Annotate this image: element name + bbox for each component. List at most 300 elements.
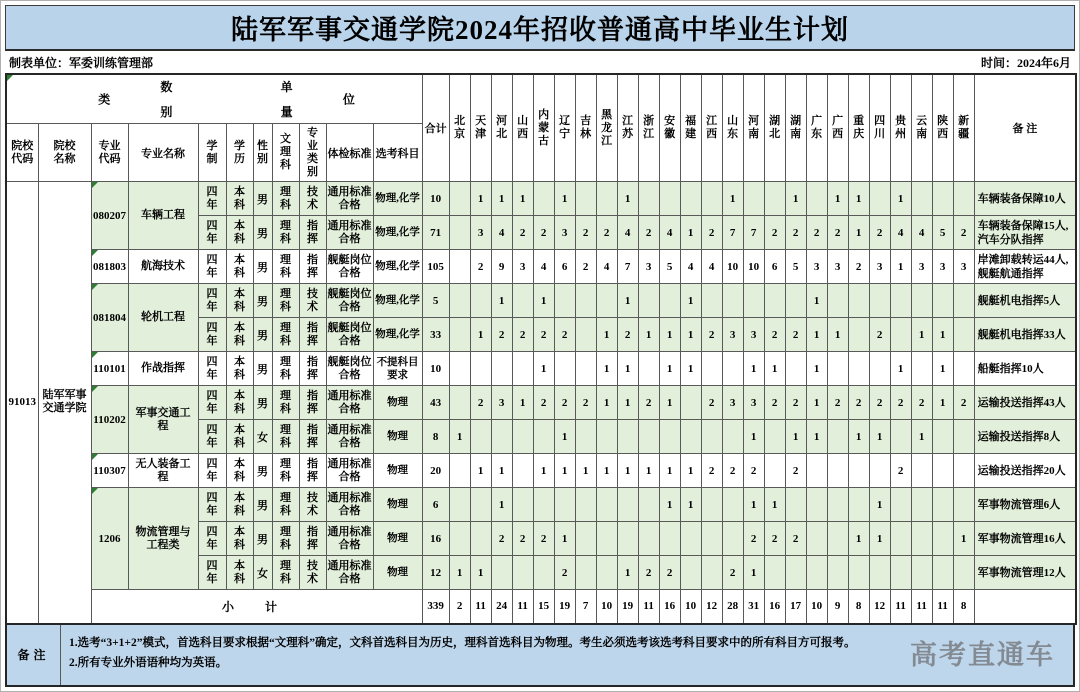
province-value-cell [701, 522, 722, 556]
province-value-cell: 1 [680, 454, 701, 488]
row-total-cell: 6 [422, 488, 449, 522]
province-value-cell: 1 [764, 488, 785, 522]
province-value-cell [596, 284, 617, 318]
row-remark-cell: 船艇指挥10人 [974, 352, 1076, 386]
major-name-cell: 作战指挥 [128, 352, 198, 386]
province-value-cell: 1 [617, 284, 638, 318]
province-value-cell [701, 556, 722, 590]
exam-subjects-cell: 物理,化学 [373, 250, 422, 284]
province-value-cell [638, 352, 659, 386]
province-value-cell: 1 [743, 488, 764, 522]
degree-cell: 本 科 [226, 250, 253, 284]
province-value-cell: 1 [911, 318, 932, 352]
province-value-cell: 1 [596, 352, 617, 386]
province-value-cell: 2 [764, 216, 785, 250]
province-value-cell: 1 [680, 216, 701, 250]
province-value-cell: 1 [617, 556, 638, 590]
province-value-cell: 1 [680, 318, 701, 352]
province-value-cell: 1 [491, 488, 512, 522]
province-value-cell [449, 250, 470, 284]
province-value-cell: 2 [764, 386, 785, 420]
province-value-cell: 7 [743, 216, 764, 250]
subtotal-value-cell: 11 [890, 590, 911, 624]
province-value-cell [575, 318, 596, 352]
province-value-cell: 2 [806, 216, 827, 250]
subtotal-value-cell: 19 [554, 590, 575, 624]
province-value-cell [659, 420, 680, 454]
province-value-cell [785, 556, 806, 590]
province-value-cell [932, 522, 953, 556]
province-column-header: 湖 南 [785, 74, 806, 182]
row-remark-cell: 军事物流管理12人 [974, 556, 1076, 590]
page-title: 陆军军事交通学院2024年招收普通高中毕业生计划 [5, 5, 1075, 51]
province-value-cell: 2 [953, 216, 974, 250]
duration-cell: 四 年 [198, 250, 226, 284]
medical-standard-cell: 通用标准合格 [326, 420, 373, 454]
province-value-cell: 4 [596, 250, 617, 284]
category-cell: 指 挥 [299, 352, 326, 386]
province-value-cell: 1 [554, 522, 575, 556]
province-value-cell: 1 [512, 182, 533, 216]
province-value-cell [638, 488, 659, 522]
major-name-cell: 军事交通工程 [128, 386, 198, 454]
major-name-cell: 无人装备工程 [128, 454, 198, 488]
province-value-cell: 2 [953, 386, 974, 420]
column-header: 专 业 类 别 [299, 124, 326, 182]
gender-cell: 女 [253, 420, 272, 454]
province-value-cell [680, 556, 701, 590]
table-row [6, 250, 1076, 284]
province-value-cell [848, 318, 869, 352]
province-value-cell [848, 556, 869, 590]
gender-cell: 男 [253, 182, 272, 216]
province-value-cell: 1 [806, 284, 827, 318]
province-value-cell: 3 [827, 250, 848, 284]
province-value-cell: 1 [533, 284, 554, 318]
province-value-cell: 10 [722, 250, 743, 284]
province-value-cell [512, 352, 533, 386]
gender-cell: 男 [253, 352, 272, 386]
degree-cell: 本 科 [226, 556, 253, 590]
province-value-cell [932, 182, 953, 216]
province-value-cell [617, 420, 638, 454]
province-value-cell [764, 556, 785, 590]
province-value-cell: 1 [470, 182, 491, 216]
province-value-cell [575, 352, 596, 386]
province-value-cell: 5 [659, 250, 680, 284]
major-code-cell: 110101 [91, 352, 128, 386]
subtotal-value-cell: 11 [638, 590, 659, 624]
exam-subjects-cell: 物理,化学 [373, 182, 422, 216]
province-value-cell: 2 [533, 216, 554, 250]
province-value-cell [869, 284, 890, 318]
subtotal-value-cell: 7 [575, 590, 596, 624]
province-value-cell: 1 [827, 318, 848, 352]
category-cell: 技 术 [299, 284, 326, 318]
college-name-cell: 陆军军事交通学院 [38, 182, 91, 624]
row-remark-cell: 军事物流管理16人 [974, 522, 1076, 556]
province-value-cell: 5 [785, 250, 806, 284]
province-column-header: 广 东 [806, 74, 827, 182]
province-column-header: 天 津 [470, 74, 491, 182]
province-value-cell: 1 [470, 556, 491, 590]
province-value-cell: 2 [701, 454, 722, 488]
province-value-cell: 1 [470, 318, 491, 352]
row-remark-cell: 车辆装备保障15人,汽车分队指挥 [974, 216, 1076, 250]
major-code-cell: 1206 [91, 488, 128, 590]
row-remark-cell: 军事物流管理6人 [974, 488, 1076, 522]
province-value-cell [449, 352, 470, 386]
province-value-cell: 2 [764, 318, 785, 352]
province-value-cell [491, 352, 512, 386]
province-value-cell [638, 182, 659, 216]
province-value-cell [911, 454, 932, 488]
province-value-cell [470, 284, 491, 318]
category-cell: 指 挥 [299, 454, 326, 488]
province-value-cell: 2 [575, 216, 596, 250]
province-value-cell: 1 [680, 352, 701, 386]
province-column-header: 湖 北 [764, 74, 785, 182]
table-row [6, 454, 1076, 488]
province-value-cell [722, 488, 743, 522]
maker-label: 制表单位：军委训练管理部 [9, 55, 154, 70]
province-value-cell [722, 352, 743, 386]
total-column-header: 合计 [422, 74, 449, 182]
subtotal-value-cell: 24 [491, 590, 512, 624]
subtotal-value-cell: 19 [617, 590, 638, 624]
province-value-cell [659, 182, 680, 216]
province-value-cell [533, 488, 554, 522]
province-value-cell: 3 [869, 250, 890, 284]
province-value-cell: 2 [848, 386, 869, 420]
province-value-cell: 2 [869, 318, 890, 352]
province-value-cell [848, 284, 869, 318]
province-value-cell [701, 182, 722, 216]
province-column-header: 内 蒙 古 [533, 74, 554, 182]
province-value-cell: 1 [932, 352, 953, 386]
province-column-header: 北 京 [449, 74, 470, 182]
major-name-cell: 车辆工程 [128, 182, 198, 250]
medical-standard-cell: 通用标准合格 [326, 556, 373, 590]
medical-standard-cell: 舰艇岗位合格 [326, 250, 373, 284]
province-value-cell [932, 454, 953, 488]
province-value-cell [512, 488, 533, 522]
province-value-cell [449, 488, 470, 522]
row-total-cell: 5 [422, 284, 449, 318]
province-value-cell: 2 [722, 454, 743, 488]
province-value-cell: 1 [680, 488, 701, 522]
province-value-cell [911, 182, 932, 216]
column-header: 专业 代码 [91, 124, 128, 182]
province-value-cell: 1 [470, 454, 491, 488]
province-column-header: 贵 州 [890, 74, 911, 182]
province-column-header: 河 北 [491, 74, 512, 182]
province-value-cell: 2 [764, 522, 785, 556]
province-value-cell [932, 284, 953, 318]
province-value-cell [638, 420, 659, 454]
province-value-cell: 2 [554, 556, 575, 590]
gender-cell: 女 [253, 556, 272, 590]
province-value-cell [785, 352, 806, 386]
province-value-cell: 7 [722, 216, 743, 250]
province-value-cell: 2 [848, 250, 869, 284]
province-value-cell: 2 [491, 522, 512, 556]
medical-standard-cell: 通用标准合格 [326, 488, 373, 522]
province-value-cell [785, 284, 806, 318]
province-value-cell: 1 [617, 352, 638, 386]
province-value-cell: 3 [491, 386, 512, 420]
province-value-cell [575, 182, 596, 216]
duration-cell: 四 年 [198, 386, 226, 420]
province-value-cell: 1 [806, 352, 827, 386]
subtotal-value-cell: 28 [722, 590, 743, 624]
province-value-cell [638, 522, 659, 556]
degree-cell: 本 科 [226, 318, 253, 352]
category-cell: 指 挥 [299, 216, 326, 250]
row-remark-cell: 运输投送指挥43人 [974, 386, 1076, 420]
province-value-cell [953, 352, 974, 386]
gender-cell: 男 [253, 454, 272, 488]
track-cell: 理 科 [272, 182, 299, 216]
province-value-cell: 1 [953, 522, 974, 556]
province-value-cell: 4 [680, 250, 701, 284]
duration-cell: 四 年 [198, 284, 226, 318]
province-value-cell [617, 488, 638, 522]
category-cell: 技 术 [299, 488, 326, 522]
province-value-cell [953, 488, 974, 522]
province-value-cell [806, 522, 827, 556]
province-value-cell: 2 [869, 216, 890, 250]
duration-cell: 四 年 [198, 556, 226, 590]
province-value-cell: 1 [848, 216, 869, 250]
subtotal-value-cell: 10 [806, 590, 827, 624]
province-value-cell: 3 [953, 250, 974, 284]
province-value-cell: 2 [869, 386, 890, 420]
province-value-cell [869, 454, 890, 488]
province-value-cell [764, 284, 785, 318]
province-value-cell [953, 284, 974, 318]
province-value-cell: 2 [470, 250, 491, 284]
province-value-cell [743, 284, 764, 318]
province-value-cell [848, 488, 869, 522]
province-value-cell: 1 [449, 420, 470, 454]
footnotes-section [5, 625, 1075, 687]
province-value-cell: 1 [890, 182, 911, 216]
column-header: 学 制 [198, 124, 226, 182]
province-value-cell [827, 284, 848, 318]
row-remark-cell: 车辆装备保障10人 [974, 182, 1076, 216]
remark-column-header: 备 注 [974, 74, 1076, 182]
province-value-cell: 1 [512, 386, 533, 420]
province-column-header: 重 庆 [848, 74, 869, 182]
exam-subjects-cell: 物理,化学 [373, 318, 422, 352]
track-cell: 理 科 [272, 488, 299, 522]
track-cell: 理 科 [272, 522, 299, 556]
province-value-cell: 3 [722, 386, 743, 420]
major-code-cell: 081804 [91, 284, 128, 352]
medical-standard-cell: 舰艇岗位合格 [326, 352, 373, 386]
province-value-cell: 4 [701, 250, 722, 284]
province-value-cell: 1 [890, 352, 911, 386]
province-value-cell: 1 [806, 318, 827, 352]
row-remark-cell: 舰艇机电指挥5人 [974, 284, 1076, 318]
province-value-cell [869, 352, 890, 386]
province-value-cell [785, 488, 806, 522]
major-name-cell: 物流管理与工程类 [128, 488, 198, 590]
province-value-cell: 1 [932, 386, 953, 420]
province-value-cell: 2 [785, 216, 806, 250]
province-value-cell: 2 [533, 386, 554, 420]
province-value-cell [827, 556, 848, 590]
exam-subjects-cell: 物理,化学 [373, 216, 422, 250]
province-column-header: 江 西 [701, 74, 722, 182]
province-value-cell [764, 182, 785, 216]
province-value-cell: 1 [806, 386, 827, 420]
track-cell: 理 科 [272, 250, 299, 284]
subtotal-row [6, 590, 1076, 624]
degree-cell: 本 科 [226, 454, 253, 488]
province-value-cell [533, 420, 554, 454]
province-value-cell [449, 386, 470, 420]
degree-cell: 本 科 [226, 284, 253, 318]
subtotal-value-cell: 8 [953, 590, 974, 624]
college-code-cell: 91013 [6, 182, 38, 624]
province-value-cell: 2 [596, 216, 617, 250]
exam-subjects-cell: 物理 [373, 386, 422, 420]
province-value-cell [680, 182, 701, 216]
province-value-cell [470, 522, 491, 556]
province-value-cell [512, 556, 533, 590]
province-value-cell [512, 454, 533, 488]
province-value-cell [701, 488, 722, 522]
province-value-cell: 2 [701, 386, 722, 420]
exam-subjects-cell: 物理 [373, 420, 422, 454]
row-total-cell: 10 [422, 182, 449, 216]
duration-cell: 四 年 [198, 454, 226, 488]
province-value-cell: 1 [869, 420, 890, 454]
province-value-cell [911, 522, 932, 556]
province-value-cell: 2 [785, 522, 806, 556]
province-column-header: 吉 林 [575, 74, 596, 182]
exam-subjects-cell: 物理 [373, 454, 422, 488]
province-column-header: 山 西 [512, 74, 533, 182]
duration-cell: 四 年 [198, 488, 226, 522]
province-value-cell: 5 [932, 216, 953, 250]
gender-cell: 男 [253, 318, 272, 352]
major-code-cell: 110307 [91, 454, 128, 488]
track-cell: 理 科 [272, 454, 299, 488]
column-header: 院校 名称 [38, 124, 91, 182]
province-value-cell: 1 [785, 420, 806, 454]
province-value-cell [701, 284, 722, 318]
province-value-cell: 1 [848, 182, 869, 216]
row-total-cell: 16 [422, 522, 449, 556]
gender-cell: 男 [253, 488, 272, 522]
gender-cell: 男 [253, 284, 272, 318]
gender-cell: 男 [253, 216, 272, 250]
province-value-cell: 1 [890, 250, 911, 284]
province-value-cell [512, 420, 533, 454]
header-row-top [6, 74, 1076, 124]
province-value-cell [932, 488, 953, 522]
major-name-cell: 航海技术 [128, 250, 198, 284]
province-value-cell [575, 488, 596, 522]
province-value-cell [449, 182, 470, 216]
column-header: 学 历 [226, 124, 253, 182]
province-value-cell [470, 420, 491, 454]
degree-cell: 本 科 [226, 352, 253, 386]
category-cell: 技 术 [299, 182, 326, 216]
province-value-cell [806, 556, 827, 590]
table-row [6, 488, 1076, 522]
province-value-cell: 1 [911, 420, 932, 454]
province-value-cell: 2 [701, 216, 722, 250]
track-cell: 理 科 [272, 556, 299, 590]
province-value-cell: 2 [491, 318, 512, 352]
province-value-cell: 3 [722, 318, 743, 352]
province-value-cell: 4 [890, 216, 911, 250]
province-value-cell: 7 [617, 250, 638, 284]
table-row [6, 352, 1076, 386]
province-value-cell: 3 [638, 250, 659, 284]
meta-row [5, 51, 1075, 73]
province-column-header: 陕 西 [932, 74, 953, 182]
province-value-cell [890, 318, 911, 352]
degree-cell: 本 科 [226, 488, 253, 522]
province-value-cell [764, 420, 785, 454]
footnote-line-1: 1.选考“3+1+2”模式，首选科目要求根据“文理科”确定，文科首选科目为历史，理科首选科目为物理。考生必须选考该选考科目要求中的所有科目方可报考。 [69, 636, 856, 649]
province-column-header: 山 东 [722, 74, 743, 182]
province-value-cell: 1 [827, 182, 848, 216]
category-cell: 指 挥 [299, 386, 326, 420]
province-value-cell [680, 420, 701, 454]
medical-standard-cell: 通用标准合格 [326, 454, 373, 488]
province-value-cell: 4 [533, 250, 554, 284]
province-value-cell [827, 454, 848, 488]
province-value-cell: 2 [533, 522, 554, 556]
province-value-cell: 3 [806, 250, 827, 284]
province-value-cell: 6 [554, 250, 575, 284]
province-value-cell [911, 352, 932, 386]
province-value-cell: 2 [554, 318, 575, 352]
province-value-cell: 2 [827, 216, 848, 250]
province-value-cell [470, 352, 491, 386]
row-total-cell: 10 [422, 352, 449, 386]
province-value-cell: 2 [512, 522, 533, 556]
province-value-cell: 1 [554, 182, 575, 216]
column-header: 文 理 科 [272, 124, 299, 182]
province-value-cell: 1 [764, 352, 785, 386]
province-value-cell: 1 [869, 522, 890, 556]
subtotal-value-cell: 16 [659, 590, 680, 624]
province-value-cell [554, 488, 575, 522]
table-row [6, 284, 1076, 318]
province-value-cell [638, 284, 659, 318]
province-value-cell: 1 [617, 182, 638, 216]
gender-cell: 男 [253, 522, 272, 556]
track-cell: 理 科 [272, 216, 299, 250]
column-header: 体检标准 [326, 124, 373, 182]
province-value-cell [743, 182, 764, 216]
subtotal-value-cell: 11 [911, 590, 932, 624]
province-value-cell: 2 [827, 386, 848, 420]
subtotal-value-cell: 11 [470, 590, 491, 624]
duration-cell: 四 年 [198, 216, 226, 250]
province-value-cell [890, 522, 911, 556]
subtotal-value-cell: 31 [743, 590, 764, 624]
province-value-cell: 1 [638, 454, 659, 488]
province-value-cell [932, 556, 953, 590]
